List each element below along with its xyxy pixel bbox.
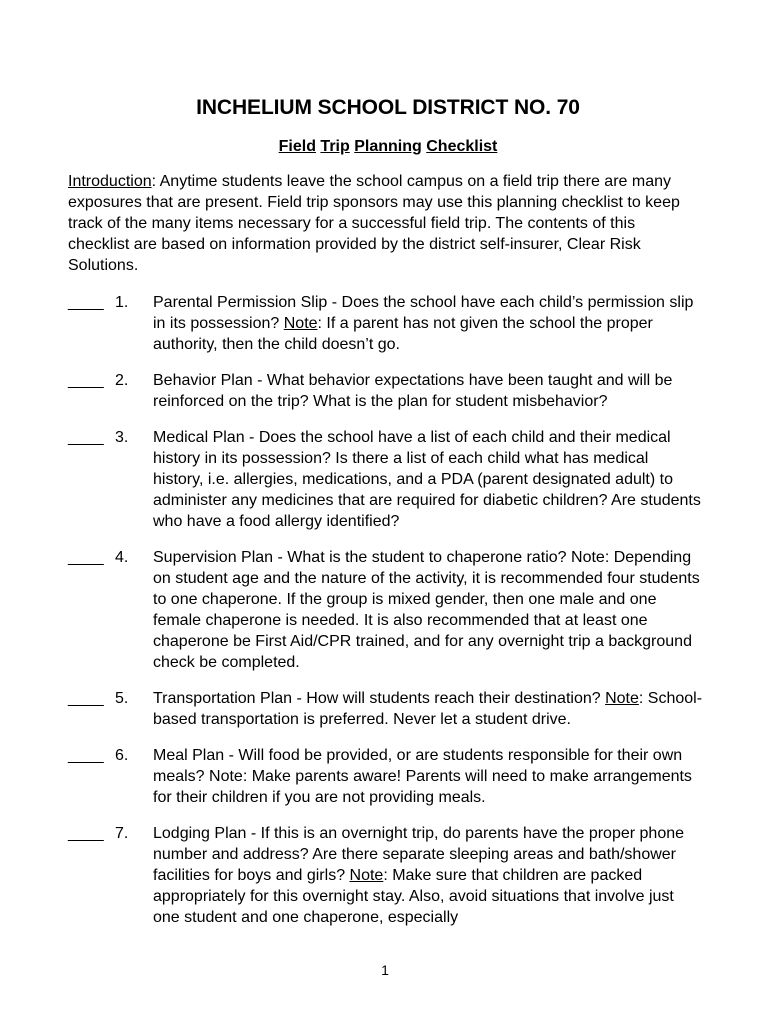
item-text-part: Parental Permission Slip - Does the school have each child’s permission slip in its possession? — [153, 294, 694, 332]
checklist-item — [68, 745, 708, 808]
item-number: 3. — [115, 429, 129, 446]
item-note-label: Note — [605, 690, 639, 707]
checklist-item — [68, 547, 708, 673]
item-text — [153, 745, 703, 808]
item-text-part: Medical Plan - Does the school have a list of each child and their medical history in its possession? Is there a list of each child what has medical history, i.e. allergies, medications, and a PDA (parent designated adult) to administer any medicines that are required for diabetic children? Are students who have a food allergy identified? — [153, 429, 701, 530]
checkbox-blank: ____ — [68, 429, 104, 446]
checkbox-blank: ____ — [68, 825, 104, 842]
item-text-part: Transportation Plan - How will students reach their destination? — [153, 690, 606, 707]
item-number: 2. — [115, 372, 129, 389]
item-text — [153, 427, 703, 532]
checklist — [68, 292, 708, 928]
introduction-text: : Anytime students leave the school campus on a field trip there are many exposures that are present. Field trip sponsors may use this planning checklist to keep track of the many items necessary for a successful field trip. The contents of this checklist are based on information provided by the district self-insurer, Clear Risk Solutions. — [68, 173, 680, 274]
item-text — [153, 688, 703, 730]
item-text — [153, 823, 703, 928]
item-number: 1. — [115, 294, 129, 311]
item-text — [153, 547, 703, 673]
introduction-paragraph — [68, 171, 700, 276]
checkbox-blank: ____ — [68, 294, 104, 311]
item-text — [153, 370, 703, 412]
item-text-part: Meal Plan - Will food be provided, or are students responsible for their own meals? Note: Make parents aware! Parents will need to make arrangements for their children if you are not providing meals. — [153, 747, 692, 806]
item-number: 6. — [115, 747, 129, 764]
subtitle-word: Field — [278, 138, 316, 155]
introduction-label: Introduction — [68, 173, 152, 190]
checkbox-blank: ____ — [68, 549, 104, 566]
item-text-part: : If a parent has not given the school the proper authority, then the child doesn’t go. — [153, 315, 653, 353]
item-text-part: : Make sure that children are packed appropriately for this overnight stay. Also, avoid situations that involve just one student and one chaperone, especially — [153, 867, 674, 926]
item-note-label: Note — [283, 315, 318, 332]
checklist-item — [68, 292, 708, 355]
item-text-part: Supervision Plan - What is the student to chaperone ratio? Note: Depending on student age and the nature of the activity, it is recommended four students to one chaperone. If the group is mixed gender, then one male and one female chaperone is needed. It is also recommended that at least one chaperone be First Aid/CPR trained, and for any overnight trip a background check be completed. — [153, 549, 700, 671]
item-number: 4. — [115, 549, 129, 566]
item-text-part: Lodging Plan - If this is an overnight trip, do parents have the proper phone number and address? Are there separate sleeping areas and bath/shower facilities for boys and girls? — [153, 825, 685, 884]
checkbox-blank: ____ — [68, 690, 104, 707]
item-number: 7. — [115, 825, 129, 842]
item-text — [153, 292, 703, 355]
document-page — [68, 94, 708, 943]
page-number: 1 — [381, 962, 389, 978]
item-text-part: Behavior Plan - What behavior expectations have been taught and will be reinforced on the trip? What is the plan for student misbehavior? — [153, 372, 673, 410]
subtitle-word: Checklist — [426, 138, 498, 155]
item-text-part: : School-based transportation is preferred. Never let a student drive. — [153, 690, 703, 728]
checklist-item — [68, 823, 708, 928]
checklist-item — [68, 427, 708, 532]
subtitle-word: Trip — [320, 138, 350, 155]
checklist-item — [68, 370, 708, 412]
item-number: 5. — [115, 690, 129, 707]
subtitle-word: Planning — [354, 138, 422, 155]
document-subtitle — [68, 136, 708, 157]
checklist-item — [68, 688, 708, 730]
item-note-label: Note — [349, 867, 384, 884]
document-title: INCHELIUM SCHOOL DISTRICT NO. 70 — [196, 96, 580, 119]
checkbox-blank: ____ — [68, 747, 104, 764]
checkbox-blank: ____ — [68, 372, 104, 389]
